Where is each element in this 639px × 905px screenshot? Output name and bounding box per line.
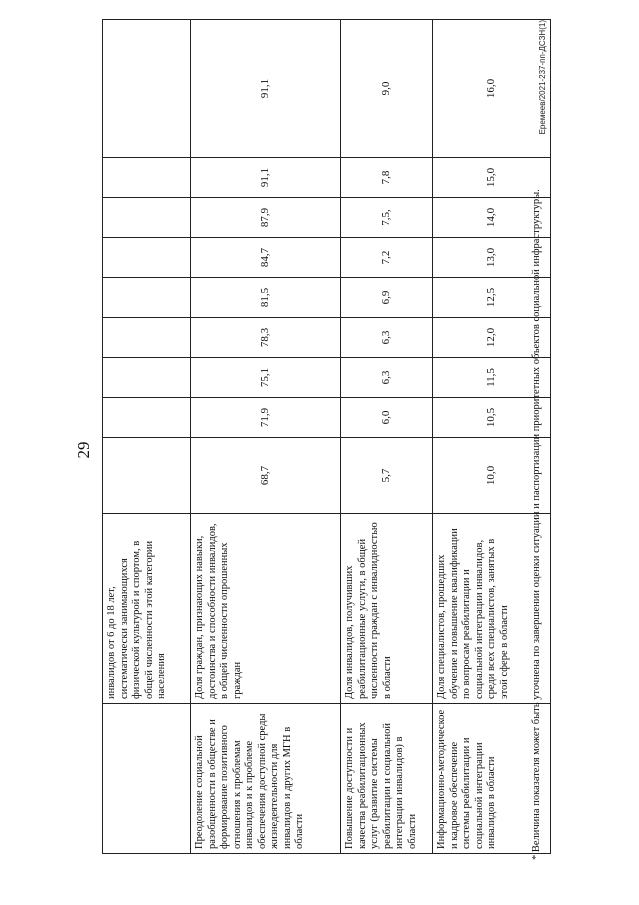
indicators-table bbox=[102, 19, 551, 854]
value-cell: 75,1 bbox=[191, 358, 341, 398]
value-cell: 10,5 bbox=[433, 398, 551, 438]
value-cell: 7,5, bbox=[341, 198, 433, 238]
value-cell bbox=[103, 318, 191, 358]
value-cell: 14,0 bbox=[433, 198, 551, 238]
value-cell bbox=[103, 278, 191, 318]
document-id: Еремеев/2021-237-пп-ДСЗН(1) bbox=[538, 20, 547, 135]
value-cell: 87,9 bbox=[191, 198, 341, 238]
task-cell bbox=[103, 704, 191, 854]
value-cell: 6,3 bbox=[341, 358, 433, 398]
value-cell bbox=[103, 398, 191, 438]
value-cell: 7,2 bbox=[341, 238, 433, 278]
task-cell: Повышение доступности и качества реабилитационных услуг (развитие системы реабилитации и социальной интеграции инвалидов) в области bbox=[341, 704, 433, 854]
value-cell: 68,7 bbox=[191, 438, 341, 514]
value-cell: 91,1 bbox=[191, 158, 341, 198]
value-cell: 6,9 bbox=[341, 278, 433, 318]
value-cell: 78,3 bbox=[191, 318, 341, 358]
value-cell: 71,9 bbox=[191, 398, 341, 438]
indicator-cell: Доля граждан, признающих навыки, достоинства и способности инвалидов, в общей численности опрошенных граждан bbox=[191, 514, 341, 704]
value-cell: 12,5 bbox=[433, 278, 551, 318]
indicator-cell: Доля инвалидов, получивших реабилитационные услуги, в общей численности граждан с инвалидностью в области bbox=[341, 514, 433, 704]
value-cell bbox=[103, 358, 191, 398]
value-cell bbox=[103, 438, 191, 514]
value-cell: 12,0 bbox=[433, 318, 551, 358]
value-cell: 5,7 bbox=[341, 438, 433, 514]
value-cell: 91,1 bbox=[191, 20, 341, 158]
value-cell: 15,0 bbox=[433, 158, 551, 198]
table-row bbox=[103, 20, 191, 854]
task-cell: Преодоление социальной разобщенности в обществе и формирование позитивного отношения к проблемам инвалидов и к проблеме обеспечения доступной среды жизнедеятельности для инвалидов и других МГН в области bbox=[191, 704, 341, 854]
value-cell bbox=[103, 158, 191, 198]
rotated-landscape-content bbox=[14, 20, 624, 880]
value-cell: 9,0 bbox=[341, 20, 433, 158]
indicator-cell: инвалидов от 6 до 18 лет, систематически занимающихся физической культурой и спортом, в общей численности этой категории населения bbox=[103, 514, 191, 704]
value-cell: 13,0 bbox=[433, 238, 551, 278]
value-cell: 11,5 bbox=[433, 358, 551, 398]
value-cell: 81,5 bbox=[191, 278, 341, 318]
table-row bbox=[191, 20, 341, 854]
page-number: 29 bbox=[74, 441, 93, 459]
footnote: * Величина показателя может быть уточнена по завершении оценки ситуации и паспортизации приоритетных объектов социальной инфраструктуры. bbox=[531, 189, 542, 860]
value-cell: 10,0 bbox=[433, 438, 551, 514]
task-cell: Информационно-методическое и кадровое обеспечение системы реабилитации и социальной интеграции инвалидов в области bbox=[433, 704, 551, 854]
value-cell: 6,0 bbox=[341, 398, 433, 438]
value-cell bbox=[103, 238, 191, 278]
value-cell: 16,0 bbox=[433, 20, 551, 158]
indicator-cell: Доля специалистов, прошедших обучение и повышение квалификации по вопросам реабилитации и социальной интеграции инвалидов, среди всех специалистов, занятых в этой сфере в области bbox=[433, 514, 551, 704]
table-row bbox=[341, 20, 433, 854]
value-cell bbox=[103, 20, 191, 158]
value-cell: 7,8 bbox=[341, 158, 433, 198]
value-cell: 84,7 bbox=[191, 238, 341, 278]
value-cell: 6,3 bbox=[341, 318, 433, 358]
value-cell bbox=[103, 198, 191, 238]
